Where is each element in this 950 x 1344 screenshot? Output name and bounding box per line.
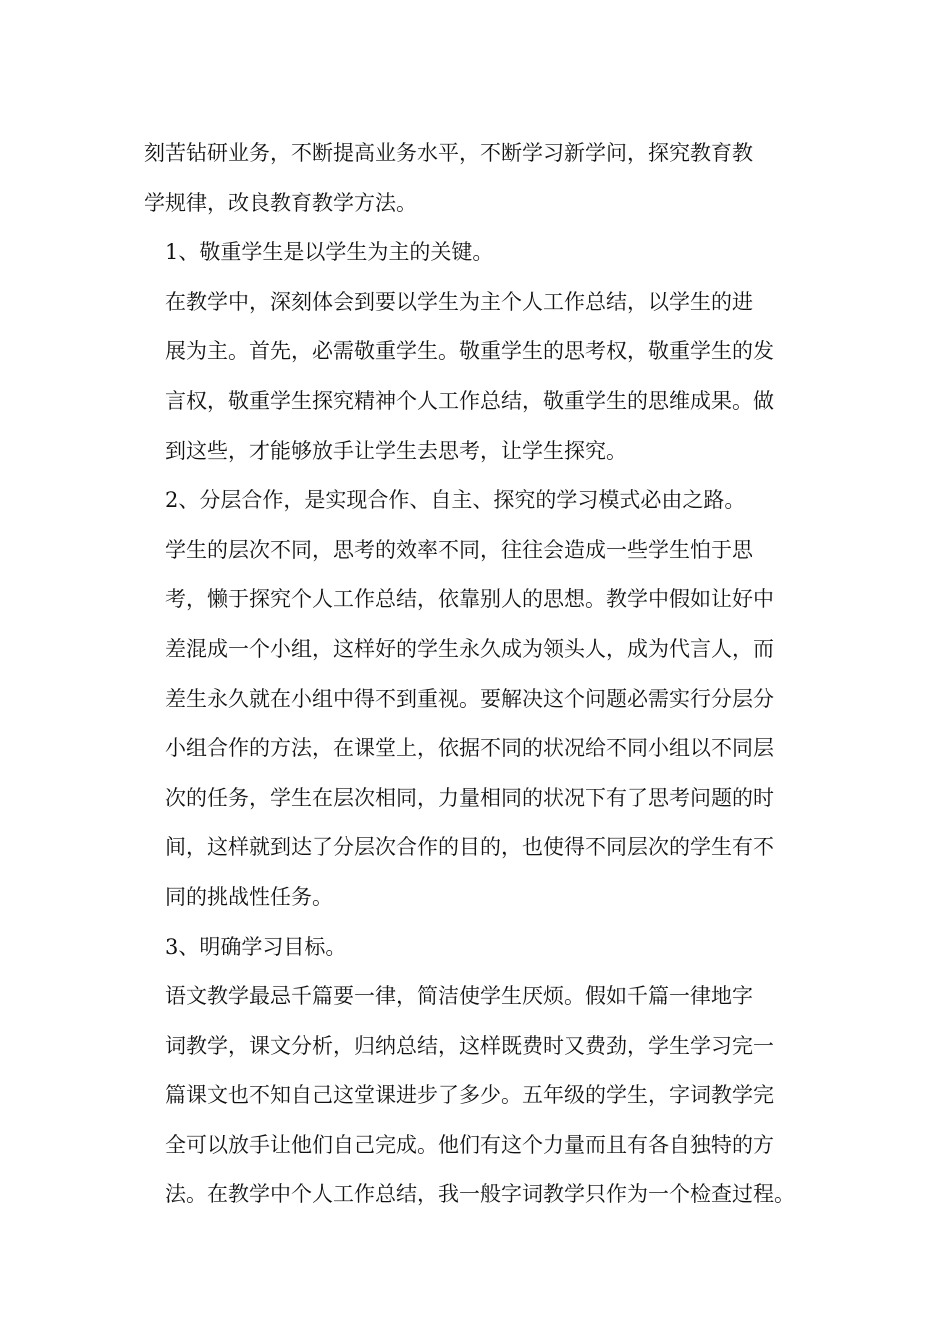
text-line: 1、敬重学生是以学生为主的关键。	[165, 240, 494, 265]
text-line: 次的任务，学生在层次相同，力量相同的状况下有了思考问题的时	[165, 785, 774, 810]
text-line: 到这些，才能够放手让学生去思考，让学生探究。	[165, 438, 627, 463]
text-line: 学规律，改良教育教学方法。	[144, 190, 417, 215]
text-line: 学生的层次不同，思考的效率不同，往往会造成一些学生怕于思	[165, 537, 753, 562]
text-line: 词教学，课文分析，归纳总结，这样既费时又费劲，学生学习完一	[165, 1033, 774, 1058]
document-body	[144, 129, 824, 1220]
paragraph	[144, 972, 824, 1220]
section-heading	[144, 923, 824, 973]
paragraph	[144, 129, 824, 228]
section-heading	[144, 476, 824, 526]
text-line: 2、分层合作，是实现合作、自主、探究的学习模式必由之路。	[165, 488, 746, 513]
text-line: 3、明确学习目标。	[165, 934, 347, 959]
text-line: 差混成一个小组，这样好的学生永久成为领头人，成为代言人，而	[165, 636, 774, 661]
text-line: 小组合作的方法，在课堂上，依据不同的状况给不同小组以不同层	[165, 736, 774, 761]
section-heading	[144, 228, 824, 278]
text-line: 全可以放手让他们自己完成。他们有这个力量而且有各自独特的方	[165, 1132, 774, 1157]
text-line: 同的挑战性任务。	[165, 884, 333, 909]
text-line: 刻苦钻研业务，不断提高业务水平，不断学习新学问，探究教育教	[144, 141, 753, 165]
text-line: 语文教学最忌千篇要一律，简洁使学生厌烦。假如千篇一律地字	[165, 984, 753, 1009]
text-line: 在教学中，深刻体会到要以学生为主个人工作总结，以学生的进	[165, 289, 753, 314]
text-line: 法。在教学中个人工作总结，我一般字词教学只作为一个检查过程。	[165, 1182, 795, 1207]
text-line: 考，懒于探究个人工作总结，依靠别人的思想。教学中假如让好中	[165, 587, 774, 612]
text-line: 差生永久就在小组中得不到重视。要解决这个问题必需实行分层分	[165, 686, 774, 711]
paragraph	[144, 278, 824, 476]
text-line: 展为主。首先，必需敬重学生。敬重学生的思考权，敬重学生的发	[165, 339, 774, 364]
text-line: 篇课文也不知自己这堂课进步了多少。五年级的学生，字词教学完	[165, 1083, 774, 1108]
paragraph	[144, 526, 824, 923]
text-line: 间，这样就到达了分层次合作的目的，也使得不同层次的学生有不	[165, 835, 774, 860]
text-line: 言权，敬重学生探究精神个人工作总结，敬重学生的思维成果。做	[165, 388, 774, 413]
